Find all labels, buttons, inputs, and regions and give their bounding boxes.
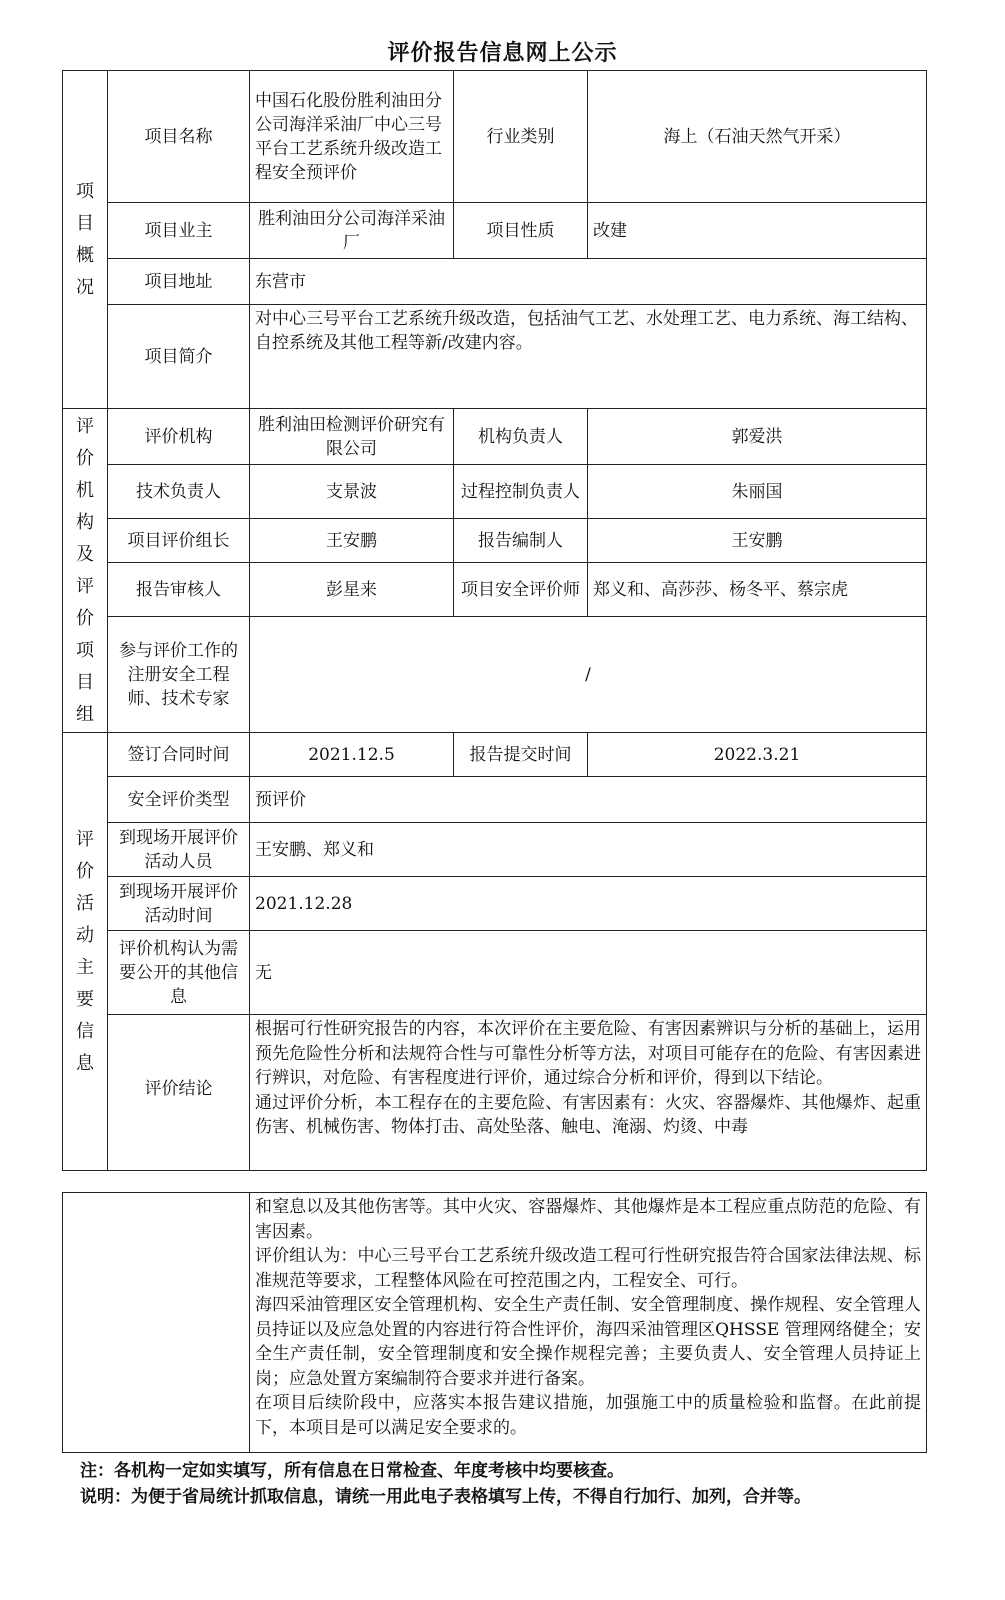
time-label: 到现场开展评价活动时间 <box>108 877 250 931</box>
project-name-label: 项目名称 <box>108 71 250 203</box>
conclusion-p2a: 通过评价分析，本工程存在的主要危险、有害因素有：火灾、容器爆炸、其他爆炸、起重伤害、机械伤害、物体打击、高处坠落、触电、淹溺、灼烫、中毒 <box>255 1092 921 1137</box>
industry-label: 行业类别 <box>454 71 588 203</box>
section-agency: 评价机构及评价项目组 <box>63 409 108 733</box>
owner-value: 胜利油田分公司海洋采油厂 <box>250 203 454 259</box>
leader-value: 王安鹏 <box>250 519 454 563</box>
head-label: 机构负责人 <box>454 409 588 465</box>
process-label: 过程控制负责人 <box>454 465 588 519</box>
conclusion-p1: 根据可行性研究报告的内容，本次评价在主要危险、有害因素辨识与分析的基础上，运用预先危险性分析和法规符合性与可靠性分析等方法，对项目可能存在的危险、有害因素进行辨识，对危险、有害程度进行评价，通过综合分析和评价，得到以下结论。 <box>255 1019 921 1088</box>
continued-blank-cell <box>63 1193 250 1453</box>
reviewer-value: 彭星来 <box>250 563 454 617</box>
author-label: 报告编制人 <box>454 519 588 563</box>
project-name: 中国石化股份胜利油田分公司海洋采油厂中心三号平台工艺系统升级改造工程安全预评价 <box>250 71 454 203</box>
conclusion-part2 <box>250 1193 927 1453</box>
note-verification: 注：各机构一定如实填写，所有信息在日常检查、年度考核中均要核查。 <box>80 1461 624 1481</box>
conclusion-p3: 评价组认为：中心三号平台工艺系统升级改造工程可行性研究报告符合国家法律法规、标准规范等要求，工程整体风险在可控范围之内，工程安全、可行。 <box>255 1246 921 1291</box>
staff-value: 王安鹏、郑义和 <box>250 823 927 877</box>
owner-label: 项目业主 <box>108 203 250 259</box>
experts-label: 参与评价工作的注册安全工程师、技术专家 <box>108 617 250 733</box>
nature-value: 改建 <box>588 203 927 259</box>
info-table-continued <box>62 1192 927 1453</box>
tech-label: 技术负责人 <box>108 465 250 519</box>
info-table <box>62 70 927 1171</box>
conclusion-part1 <box>250 1015 927 1171</box>
tech-value: 支景波 <box>250 465 454 519</box>
type-label: 安全评价类型 <box>108 777 250 823</box>
section-activity: 评价活动主要信息 <box>63 733 108 1171</box>
leader-label: 项目评价组长 <box>108 519 250 563</box>
experts-value: / <box>250 617 927 733</box>
type-value: 预评价 <box>250 777 927 823</box>
contract-label: 签订合同时间 <box>108 733 250 777</box>
industry-value: 海上（石油天然气开采） <box>588 71 927 203</box>
staff-label: 到现场开展评价活动人员 <box>108 823 250 877</box>
org-label: 评价机构 <box>108 409 250 465</box>
address-label: 项目地址 <box>108 259 250 305</box>
org-value: 胜利油田检测评价研究有限公司 <box>250 409 454 465</box>
process-value: 朱丽国 <box>588 465 927 519</box>
head-value: 郭爱洪 <box>588 409 927 465</box>
summary-label: 项目简介 <box>108 305 250 409</box>
evaluators-value: 郑义和、高莎莎、杨冬平、蔡宗虎 <box>588 563 927 617</box>
address-value: 东营市 <box>250 259 927 305</box>
time-value: 2021.12.28 <box>250 877 927 931</box>
conclusion-p4: 海四采油管理区安全管理机构、安全生产责任制、安全管理制度、操作规程、安全管理人员持证以及应急处置的内容进行符合性评价，海四采油管理区QHSSE 管理网络健全；安全生产责任制，安全管理制度和安全操作规程完善；主要负责人、安全管理人员持证上岗；应急处置方案编制符合要求并进行备案。 <box>255 1295 921 1389</box>
author-value: 王安鹏 <box>588 519 927 563</box>
conclusion-p5: 在项目后续阶段中，应落实本报告建议措施，加强施工中的质量检验和监督。在此前提下，本项目是可以满足安全要求的。 <box>255 1393 921 1438</box>
evaluators-label: 项目安全评价师 <box>454 563 588 617</box>
contract-value: 2021.12.5 <box>250 733 454 777</box>
nature-label: 项目性质 <box>454 203 588 259</box>
section-overview: 项目概况 <box>63 71 108 409</box>
reviewer-label: 报告审核人 <box>108 563 250 617</box>
note-instructions: 说明：为便于省局统计抓取信息，请统一用此电子表格填写上传，不得自行加行、加列，合并等。 <box>80 1487 811 1507</box>
summary-value: 对中心三号平台工艺系统升级改造，包括油气工艺、水处理工艺、电力系统、海工结构、自控系统及其他工程等新/改建内容。 <box>250 305 927 409</box>
other-value: 无 <box>250 931 927 1015</box>
conclusion-label: 评价结论 <box>108 1015 250 1171</box>
submit-value: 2022.3.21 <box>588 733 927 777</box>
submit-label: 报告提交时间 <box>454 733 588 777</box>
page-title: 评价报告信息网上公示 <box>387 40 618 66</box>
other-label: 评价机构认为需要公开的其他信息 <box>108 931 250 1015</box>
conclusion-p2b: 和窒息以及其他伤害等。其中火灾、容器爆炸、其他爆炸是本工程应重点防范的危险、有害因素。 <box>255 1197 921 1242</box>
